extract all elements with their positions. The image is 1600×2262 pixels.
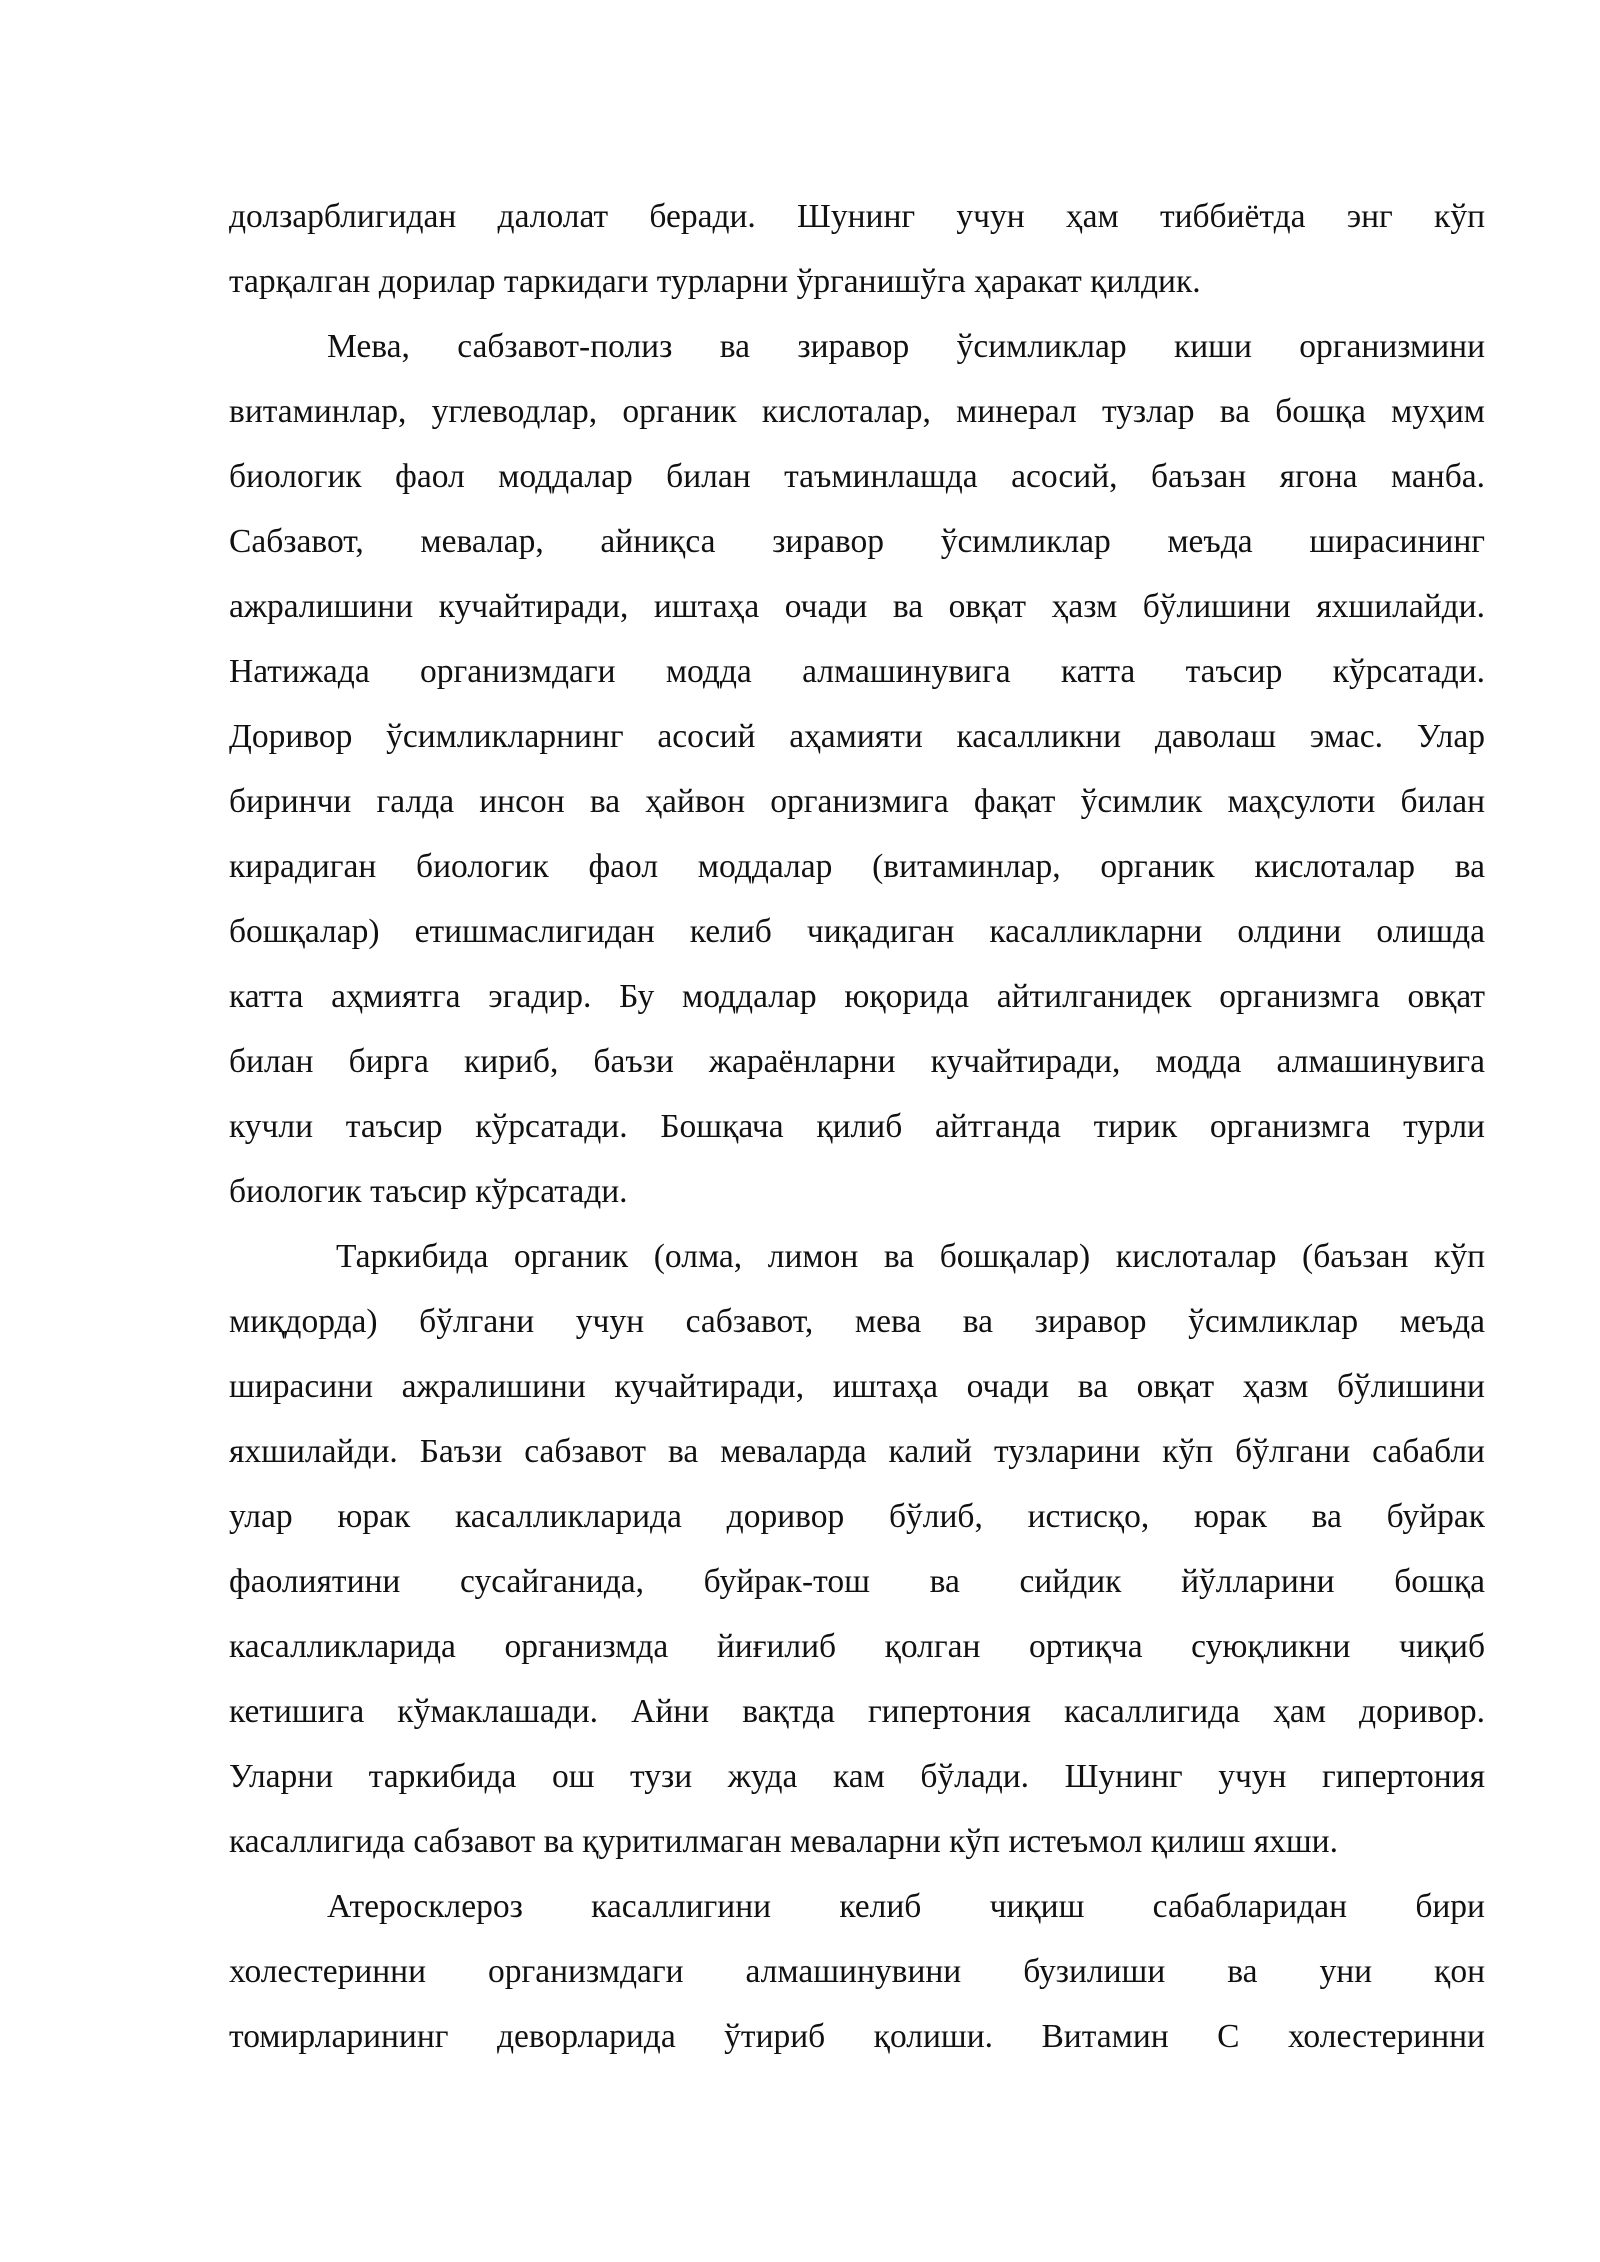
body-text — [229, 184, 1485, 2069]
text-line: Натижада организмдаги модда алмашинувига катта таъсир кўрсатади. — [229, 653, 1485, 690]
text-line: долзарблигидан далолат беради. Шунинг учун ҳам тиббиётда энг кўп — [229, 198, 1485, 235]
text-line: биологик фаол моддалар билан таъминлашда асосий, баъзан ягона манба. — [229, 458, 1485, 495]
text-line: касаллигида сабзавот ва қуритилмаган меваларни кўп истеъмол қилиш яхши. — [229, 1823, 1338, 1860]
text-line: кучли таъсир кўрсатади. Бошқача қилиб айтганда тирик организмга турли — [229, 1108, 1485, 1145]
text-line: яхшилайди. Баъзи сабзавот ва меваларда калий тузларини кўп бўлгани сабабли — [229, 1433, 1485, 1470]
text-line: томирларининг деворларида ўтириб қолиши. Витамин С холестеринни — [229, 2018, 1485, 2055]
text-line: тарқалган дорилар таркидаги турларни ўрганишўга ҳаракат қилдик. — [229, 263, 1201, 300]
text-line: Таркибида органик (олма, лимон ва бошқалар) кислоталар (баъзан кўп — [336, 1238, 1485, 1275]
text-line: Уларни таркибида ош тузи жуда кам бўлади. Шунинг учун гипертония — [229, 1758, 1485, 1795]
text-line: улар юрак касалликларида доривор бўлиб, истисқо, юрак ва буйрак — [229, 1498, 1485, 1535]
text-line: ширасини ажралишини кучайтиради, иштаҳа очади ва овқат ҳазм бўлишини — [229, 1368, 1485, 1405]
text-line: Мева, сабзавот-полиз ва зиравор ўсимликлар киши организмини — [327, 328, 1485, 365]
text-line: фаолиятини сусайганида, буйрак-тош ва сийдик йўлларини бошқа — [229, 1563, 1485, 1600]
paragraph — [229, 184, 1485, 314]
text-line: кетишига кўмаклашади. Айни вақтда гипертония касаллигида ҳам доривор. — [229, 1693, 1485, 1730]
text-line: Доривор ўсимликларнинг асосий аҳамияти касалликни даволаш эмас. Улар — [229, 718, 1485, 755]
text-line: ажралишини кучайтиради, иштаҳа очади ва овқат ҳазм бўлишини яхшилайди. — [229, 588, 1485, 625]
text-line: Сабзавот, мевалар, айниқса зиравор ўсимликлар меъда ширасининг — [229, 523, 1485, 560]
text-line: витаминлар, углеводлар, органик кислоталар, минерал тузлар ва бошқа муҳим — [229, 393, 1485, 430]
paragraph — [229, 1224, 1485, 1874]
text-line: бошқалар) етишмаслигидан келиб чиқадиган касалликларни олдини олишда — [229, 913, 1485, 950]
text-line: миқдорда) бўлгани учун сабзавот, мева ва зиравор ўсимликлар меъда — [229, 1303, 1485, 1340]
text-line: биологик таъсир кўрсатади. — [229, 1173, 628, 1210]
text-line: Атеросклероз касаллигини келиб чиқиш сабабларидан бири — [327, 1888, 1485, 1925]
paragraph — [229, 314, 1485, 1224]
text-line: катта аҳмиятга эгадир. Бу моддалар юқорида айтилганидек организмга овқат — [229, 978, 1485, 1015]
text-line: кирадиган биологик фаол моддалар (витаминлар, органик кислоталар ва — [229, 848, 1485, 885]
text-line: холестеринни организмдаги алмашинувини бузилиши ва уни қон — [229, 1953, 1485, 1990]
text-line: билан бирга кириб, баъзи жараёнларни кучайтиради, модда алмашинувига — [229, 1043, 1485, 1080]
text-line: касалликларида организмда йиғилиб қолган ортиқча суюқликни чиқиб — [229, 1628, 1485, 1665]
text-line: биринчи галда инсон ва ҳайвон организмига фақат ўсимлик маҳсулоти билан — [229, 783, 1485, 820]
paragraph — [229, 1874, 1485, 2069]
